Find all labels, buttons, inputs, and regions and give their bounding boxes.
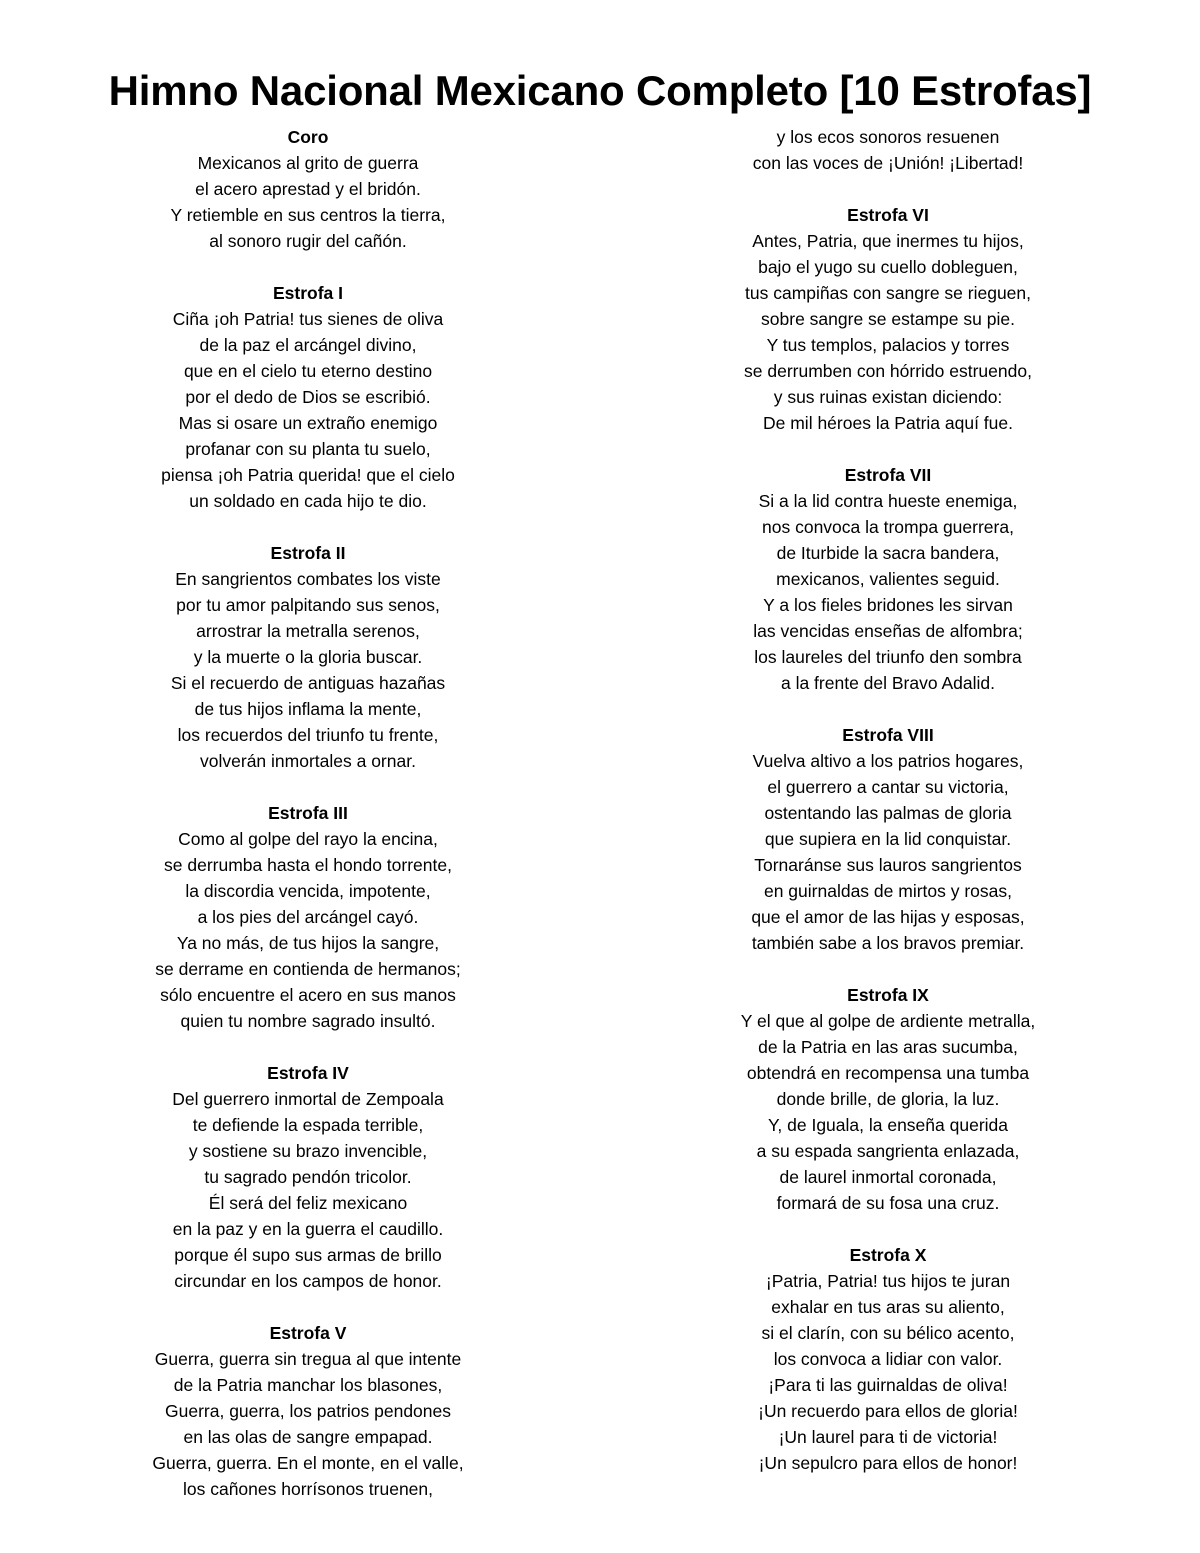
verse-line: volverán inmortales a ornar. xyxy=(200,751,416,771)
verse-line: los convoca a lidiar con valor. xyxy=(773,1349,1003,1369)
stanza-heading: Estrofa I xyxy=(272,283,344,303)
verse-line: también sabe a los bravos premiar. xyxy=(751,933,1025,953)
verse-line: Mas si osare un extraño enemigo xyxy=(178,413,438,433)
verse-line: obtendrá en recompensa una tumba xyxy=(746,1063,1030,1083)
verse-line: a los pies del arcángel cayó. xyxy=(197,907,419,927)
stanza-heading: Coro xyxy=(287,127,329,147)
verse-line: de Iturbide la sacra bandera, xyxy=(776,543,1000,563)
verse-line: el acero aprestad y el bridón. xyxy=(195,179,421,199)
verse-line: tu sagrado pendón tricolor. xyxy=(204,1167,412,1187)
verse-line: te defiende la espada terrible, xyxy=(192,1115,424,1135)
verse-line: ¡Patria, Patria! tus hijos te juran xyxy=(765,1271,1011,1291)
right-column xyxy=(608,124,1168,1502)
verse-line: los cañones horrísonos truenen, xyxy=(182,1479,434,1499)
stanza-heading: Estrofa VIII xyxy=(842,725,934,745)
verse-line: De mil héroes la Patria aquí fue. xyxy=(763,413,1013,433)
verse-line: Si a la lid contra hueste enemiga, xyxy=(758,491,1018,511)
verse-line: por el dedo de Dios se escribió. xyxy=(185,387,431,407)
verse-line: las vencidas enseñas de alfombra; xyxy=(753,621,1023,641)
verse-line: se derrumben con hórrido estruendo, xyxy=(744,361,1032,381)
verse-line: bajo el yugo su cuello dobleguen, xyxy=(758,257,1018,277)
verse-line: mexicanos, valientes seguid. xyxy=(776,569,1000,589)
verse-line: Ya no más, de tus hijos la sangre, xyxy=(176,933,440,953)
verse-line: En sangrientos combates los viste xyxy=(175,569,441,589)
verse-line: Vuelva altivo a los patrios hogares, xyxy=(752,751,1024,771)
verse-line: si el clarín, con su bélico acento, xyxy=(761,1323,1015,1343)
verse-line: ostentando las palmas de gloria xyxy=(764,803,1012,823)
stanza xyxy=(28,1320,588,1502)
verse-line: porque él supo sus armas de brillo xyxy=(174,1245,442,1265)
verse-line: se derrame en contienda de hermanos; xyxy=(155,959,461,979)
verse-line: de tus hijos inflama la mente, xyxy=(194,699,422,719)
verse-line: Y tus templos, palacios y torres xyxy=(766,335,1010,355)
verse-line: Y a los fieles bridones les sirvan xyxy=(763,595,1013,615)
verse-line: ¡Un laurel para ti de victoria! xyxy=(778,1427,998,1447)
verse-line: de la Patria en las aras sucumba, xyxy=(758,1037,1018,1057)
verse-line: que supiera en la lid conquistar. xyxy=(764,829,1012,849)
verse-line: nos convoca la trompa guerrera, xyxy=(762,517,1014,537)
stanza xyxy=(28,540,588,774)
verse-line: de laurel inmortal coronada, xyxy=(779,1167,997,1187)
verse-line: sólo encuentre el acero en sus manos xyxy=(160,985,456,1005)
verse-line: y sus ruinas existan diciendo: xyxy=(773,387,1003,407)
verse-line: a su espada sangrienta enlazada, xyxy=(756,1141,1020,1161)
verse-line: circundar en los campos de honor. xyxy=(174,1271,442,1291)
stanza xyxy=(608,124,1168,176)
verse-line: la discordia vencida, impotente, xyxy=(185,881,431,901)
verse-line: piensa ¡oh Patria querida! que el cielo xyxy=(161,465,455,485)
stanza xyxy=(28,124,588,254)
stanza xyxy=(28,800,588,1034)
stanza xyxy=(608,202,1168,436)
verse-line: un soldado en cada hijo te dio. xyxy=(189,491,427,511)
left-column xyxy=(28,124,588,1528)
stanza-heading: Estrofa X xyxy=(849,1245,927,1265)
verse-line: tus campiñas con sangre se rieguen, xyxy=(745,283,1031,303)
verse-line: a la frente del Bravo Adalid. xyxy=(780,673,996,693)
verse-line: Tornaránse sus lauros sangrientos xyxy=(754,855,1022,875)
verse-line: de la Patria manchar los blasones, xyxy=(173,1375,443,1395)
verse-line: de la paz el arcángel divino, xyxy=(199,335,417,355)
verse-line: Él será del feliz mexicano xyxy=(208,1193,408,1213)
verse-line: Ciña ¡oh Patria! tus sienes de oliva xyxy=(172,309,444,329)
verse-line: Y, de Iguala, la enseña querida xyxy=(767,1115,1008,1135)
stanza xyxy=(28,280,588,514)
verse-line: formará de su fosa una cruz. xyxy=(776,1193,1000,1213)
verse-line: quien tu nombre sagrado insultó. xyxy=(180,1011,436,1031)
stanza xyxy=(608,982,1168,1216)
verse-line: ¡Un recuerdo para ellos de gloria! xyxy=(758,1401,1018,1421)
verse-line: y la muerte o la gloria buscar. xyxy=(193,647,423,667)
stanza-heading: Estrofa III xyxy=(268,803,348,823)
verse-line: en las olas de sangre empapad. xyxy=(183,1427,433,1447)
stanza-heading: Estrofa VII xyxy=(844,465,932,485)
stanza-heading: Estrofa VI xyxy=(847,205,929,225)
verse-line: Del guerrero inmortal de Zempoala xyxy=(172,1089,444,1109)
verse-line: los recuerdos del triunfo tu frente, xyxy=(177,725,439,745)
verse-line: y sostiene su brazo invencible, xyxy=(188,1141,428,1161)
verse-line: y los ecos sonoros resuenen xyxy=(776,127,1000,147)
verse-line: por tu amor palpitando sus senos, xyxy=(176,595,440,615)
verse-line: ¡Un sepulcro para ellos de honor! xyxy=(758,1453,1018,1473)
verse-line: que el amor de las hijas y esposas, xyxy=(751,907,1025,927)
verse-line: Guerra, guerra, los patrios pendones xyxy=(165,1401,451,1421)
verse-line: con las voces de ¡Unión! ¡Libertad! xyxy=(752,153,1024,173)
verse-line: arrostrar la metralla serenos, xyxy=(196,621,420,641)
verse-line: sobre sangre se estampe su pie. xyxy=(761,309,1015,329)
stanza-heading: Estrofa IX xyxy=(847,985,929,1005)
verse-line: que en el cielo tu eterno destino xyxy=(183,361,433,381)
stanza xyxy=(28,1060,588,1294)
verse-line: Guerra, guerra sin tregua al que intente xyxy=(154,1349,462,1369)
verse-line: donde brille, de gloria, la luz. xyxy=(776,1089,1000,1109)
verse-line: Si el recuerdo de antiguas hazañas xyxy=(170,673,446,693)
verse-line: Guerra, guerra. En el monte, en el valle, xyxy=(152,1453,464,1473)
stanza-heading: Estrofa IV xyxy=(267,1063,349,1083)
verse-line: los laureles del triunfo den sombra xyxy=(754,647,1022,667)
verse-line: Como al golpe del rayo la encina, xyxy=(178,829,438,849)
verse-line: en la paz y en la guerra el caudillo. xyxy=(172,1219,444,1239)
stanza xyxy=(608,1242,1168,1476)
verse-line: ¡Para ti las guirnaldas de oliva! xyxy=(768,1375,1008,1395)
stanza xyxy=(608,462,1168,696)
stanza-heading: Estrofa V xyxy=(269,1323,347,1343)
verse-line: el guerrero a cantar su victoria, xyxy=(767,777,1009,797)
page-title: Himno Nacional Mexicano Completo [10 Estrofas] xyxy=(108,67,1092,114)
verse-line: Mexicanos al grito de guerra xyxy=(197,153,419,173)
verse-line: Antes, Patria, que inermes tu hijos, xyxy=(752,231,1024,251)
verse-line: Y el que al golpe de ardiente metralla, xyxy=(740,1011,1036,1031)
verse-line: profanar con su planta tu suelo, xyxy=(185,439,431,459)
verse-line: en guirnaldas de mirtos y rosas, xyxy=(763,881,1013,901)
verse-line: al sonoro rugir del cañón. xyxy=(209,231,407,251)
verse-line: se derrumba hasta el hondo torrente, xyxy=(164,855,452,875)
stanza xyxy=(608,722,1168,956)
stanza-heading: Estrofa II xyxy=(270,543,346,563)
verse-line: Y retiemble en sus centros la tierra, xyxy=(170,205,446,225)
verse-line: exhalar en tus aras su aliento, xyxy=(771,1297,1005,1317)
